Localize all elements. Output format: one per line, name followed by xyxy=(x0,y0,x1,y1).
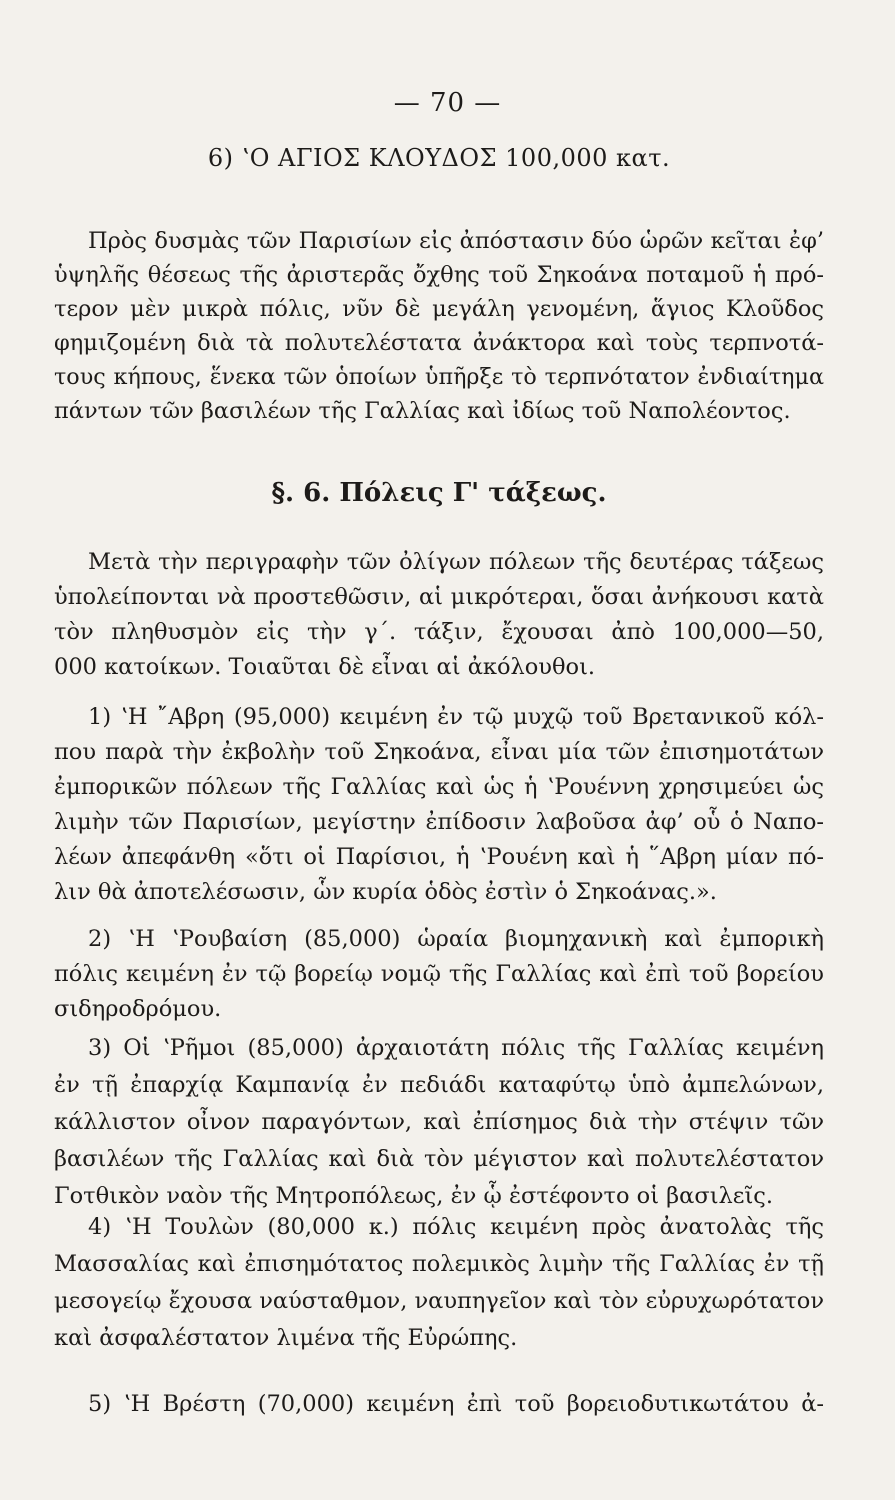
list-item-line: καὶ ἀσφαλέστατον λιμένα τῆς Εὐρώπης. xyxy=(54,1325,518,1351)
text-line: Μετὰ τὴν περιγραφὴν τῶν ὀλίγων πόλεων τῆς δευτέρας τάξεως xyxy=(88,549,824,575)
list-item-line: μεσογείῳ ἔχουσα ναύσταθμον, ναυπηγεῖον καὶ τὸν εὐρυχωρότατον xyxy=(54,1288,824,1314)
list-item-line: 4) ʽΗ Τουλὼν (80,000 κ.) πόλις κειμένη πρὸς ἀνατολὰς τῆς xyxy=(88,1214,824,1240)
page-number: — 70 — xyxy=(393,88,502,118)
list-item-line: βασιλέων τῆς Γαλλίας καὶ διὰ τὸν μέγιστον καὶ πολυτελέστατον xyxy=(54,1146,824,1172)
list-item-line: που παρὰ τὴν ἐκβολὴν τοῦ Σηκοάνα, εἶναι μία τῶν ἐπισημοτάτων xyxy=(54,739,824,765)
section-heading: 6) ʽΟ ΑΓΙΟΣ ΚΛΟΥΔΟΣ 100,000 κατ. xyxy=(207,144,671,172)
text-line: ὑψηλῆς θέσεως τῆς ἀριστερᾶς ὄχθης τοῦ Σηκοάνα ποταμοῦ ἡ πρό- xyxy=(54,262,824,288)
text-line: τους κήπους, ἕνεκα τῶν ὁποίων ὑπῆρξε τὸ τερπνότατον ἐνδιαίτημα xyxy=(54,364,824,390)
list-item-line: πόλις κειμένη ἐν τῷ βορείῳ νομῷ τῆς Γαλλίας καὶ ἐπὶ τοῦ βορείου xyxy=(54,961,824,987)
list-item-line: 2) ʽΗ ʽΡουβαίση (85,000) ὡραία βιομηχανικὴ καὶ ἐμπορικὴ xyxy=(88,926,824,952)
list-item-line: 5) ʽΗ Βρέστη (70,000) κειμένη ἐπὶ τοῦ βορειοδυτικωτάτου ἀ- xyxy=(88,1391,824,1417)
list-item-line: λέων ἀπεφάνθη «ὅτι οἱ Παρίσιοι, ἡ ʽΡουένη καὶ ἡ ῞Αβρη μίαν πό- xyxy=(54,844,824,870)
text-line: Πρὸς δυσμὰς τῶν Παρισίων εἰς ἀπόστασιν δύο ὡρῶν κεῖται ἐφ’ xyxy=(88,228,824,254)
list-item-line: 1) ʽΗ ῎Αβρη (95,000) κειμένη ἐν τῷ μυχῷ τοῦ Βρετανικοῦ κόλ- xyxy=(88,704,824,730)
list-item-line: Μασσαλίας καὶ ἐπισημότατος πολεμικὸς λιμὴν τῆς Γαλλίας ἐν τῇ xyxy=(54,1251,824,1277)
list-item-line: Γοτθικὸν ναὸν τῆς Μητροπόλεως, ἐν ᾧ ἐστέφοντο οἱ βασιλεῖς. xyxy=(54,1183,774,1209)
text-line: ὑπολείπονται νὰ προστεθῶσιν, αἱ μικρότεραι, ὅσαι ἀνήκουσι κατὰ xyxy=(54,584,824,610)
section-title: §. 6. Πόλεις Γ' τάξεως. xyxy=(271,478,607,508)
list-item-line: λιν θὰ ἀποτελέσωσιν, ὧν κυρία ὁδὸς ἐστὶν ὁ Σηκοάνας.». xyxy=(54,879,717,905)
list-item-line: ἐν τῇ ἐπαρχίᾳ Καμπανίᾳ ἐν πεδιάδι καταφύτῳ ὑπὸ ἀμπελώνων, xyxy=(54,1072,824,1098)
list-item-line: κάλλιστον οἶνον παραγόντων, καὶ ἐπίσημος διὰ τὴν στέψιν τῶν xyxy=(54,1109,824,1135)
text-line: τὸν πληθυσμὸν εἰς τὴν γ΄. τάξιν, ἔχουσαι ἀπὸ 100,000—50, xyxy=(54,619,824,645)
text-line: 000 κατοίκων. Τοιαῦται δὲ εἶναι αἱ ἀκόλουθοι. xyxy=(54,654,596,680)
list-item-line: 3) Οἱ ʽΡῆμοι (85,000) ἀρχαιοτάτη πόλις τῆς Γαλλίας κειμένη xyxy=(88,1035,824,1061)
list-item-line: σιδηροδρόμου. xyxy=(54,996,222,1022)
list-item-line: ἐμπορικῶν πόλεων τῆς Γαλλίας καὶ ὡς ἡ ʽΡουέννη χρησιμεύει ὡς xyxy=(54,774,824,800)
text-line: φημιζομένη διὰ τὰ πολυτελέστατα ἀνάκτορα καὶ τοὺς τερπνοτά- xyxy=(54,330,824,356)
text-line: πάντων τῶν βασιλέων τῆς Γαλλίας καὶ ἰδίως τοῦ Ναπολέοντος. xyxy=(54,398,791,424)
text-line: τερον μὲν μικρὰ πόλις, νῦν δὲ μεγάλη γενομένη, ἅγιος Κλοῦδος xyxy=(54,296,824,322)
list-item-line: λιμὴν τῶν Παρισίων, μεγίστην ἐπίδοσιν λαβοῦσα ἀφ’ οὗ ὁ Ναπο- xyxy=(54,809,824,835)
